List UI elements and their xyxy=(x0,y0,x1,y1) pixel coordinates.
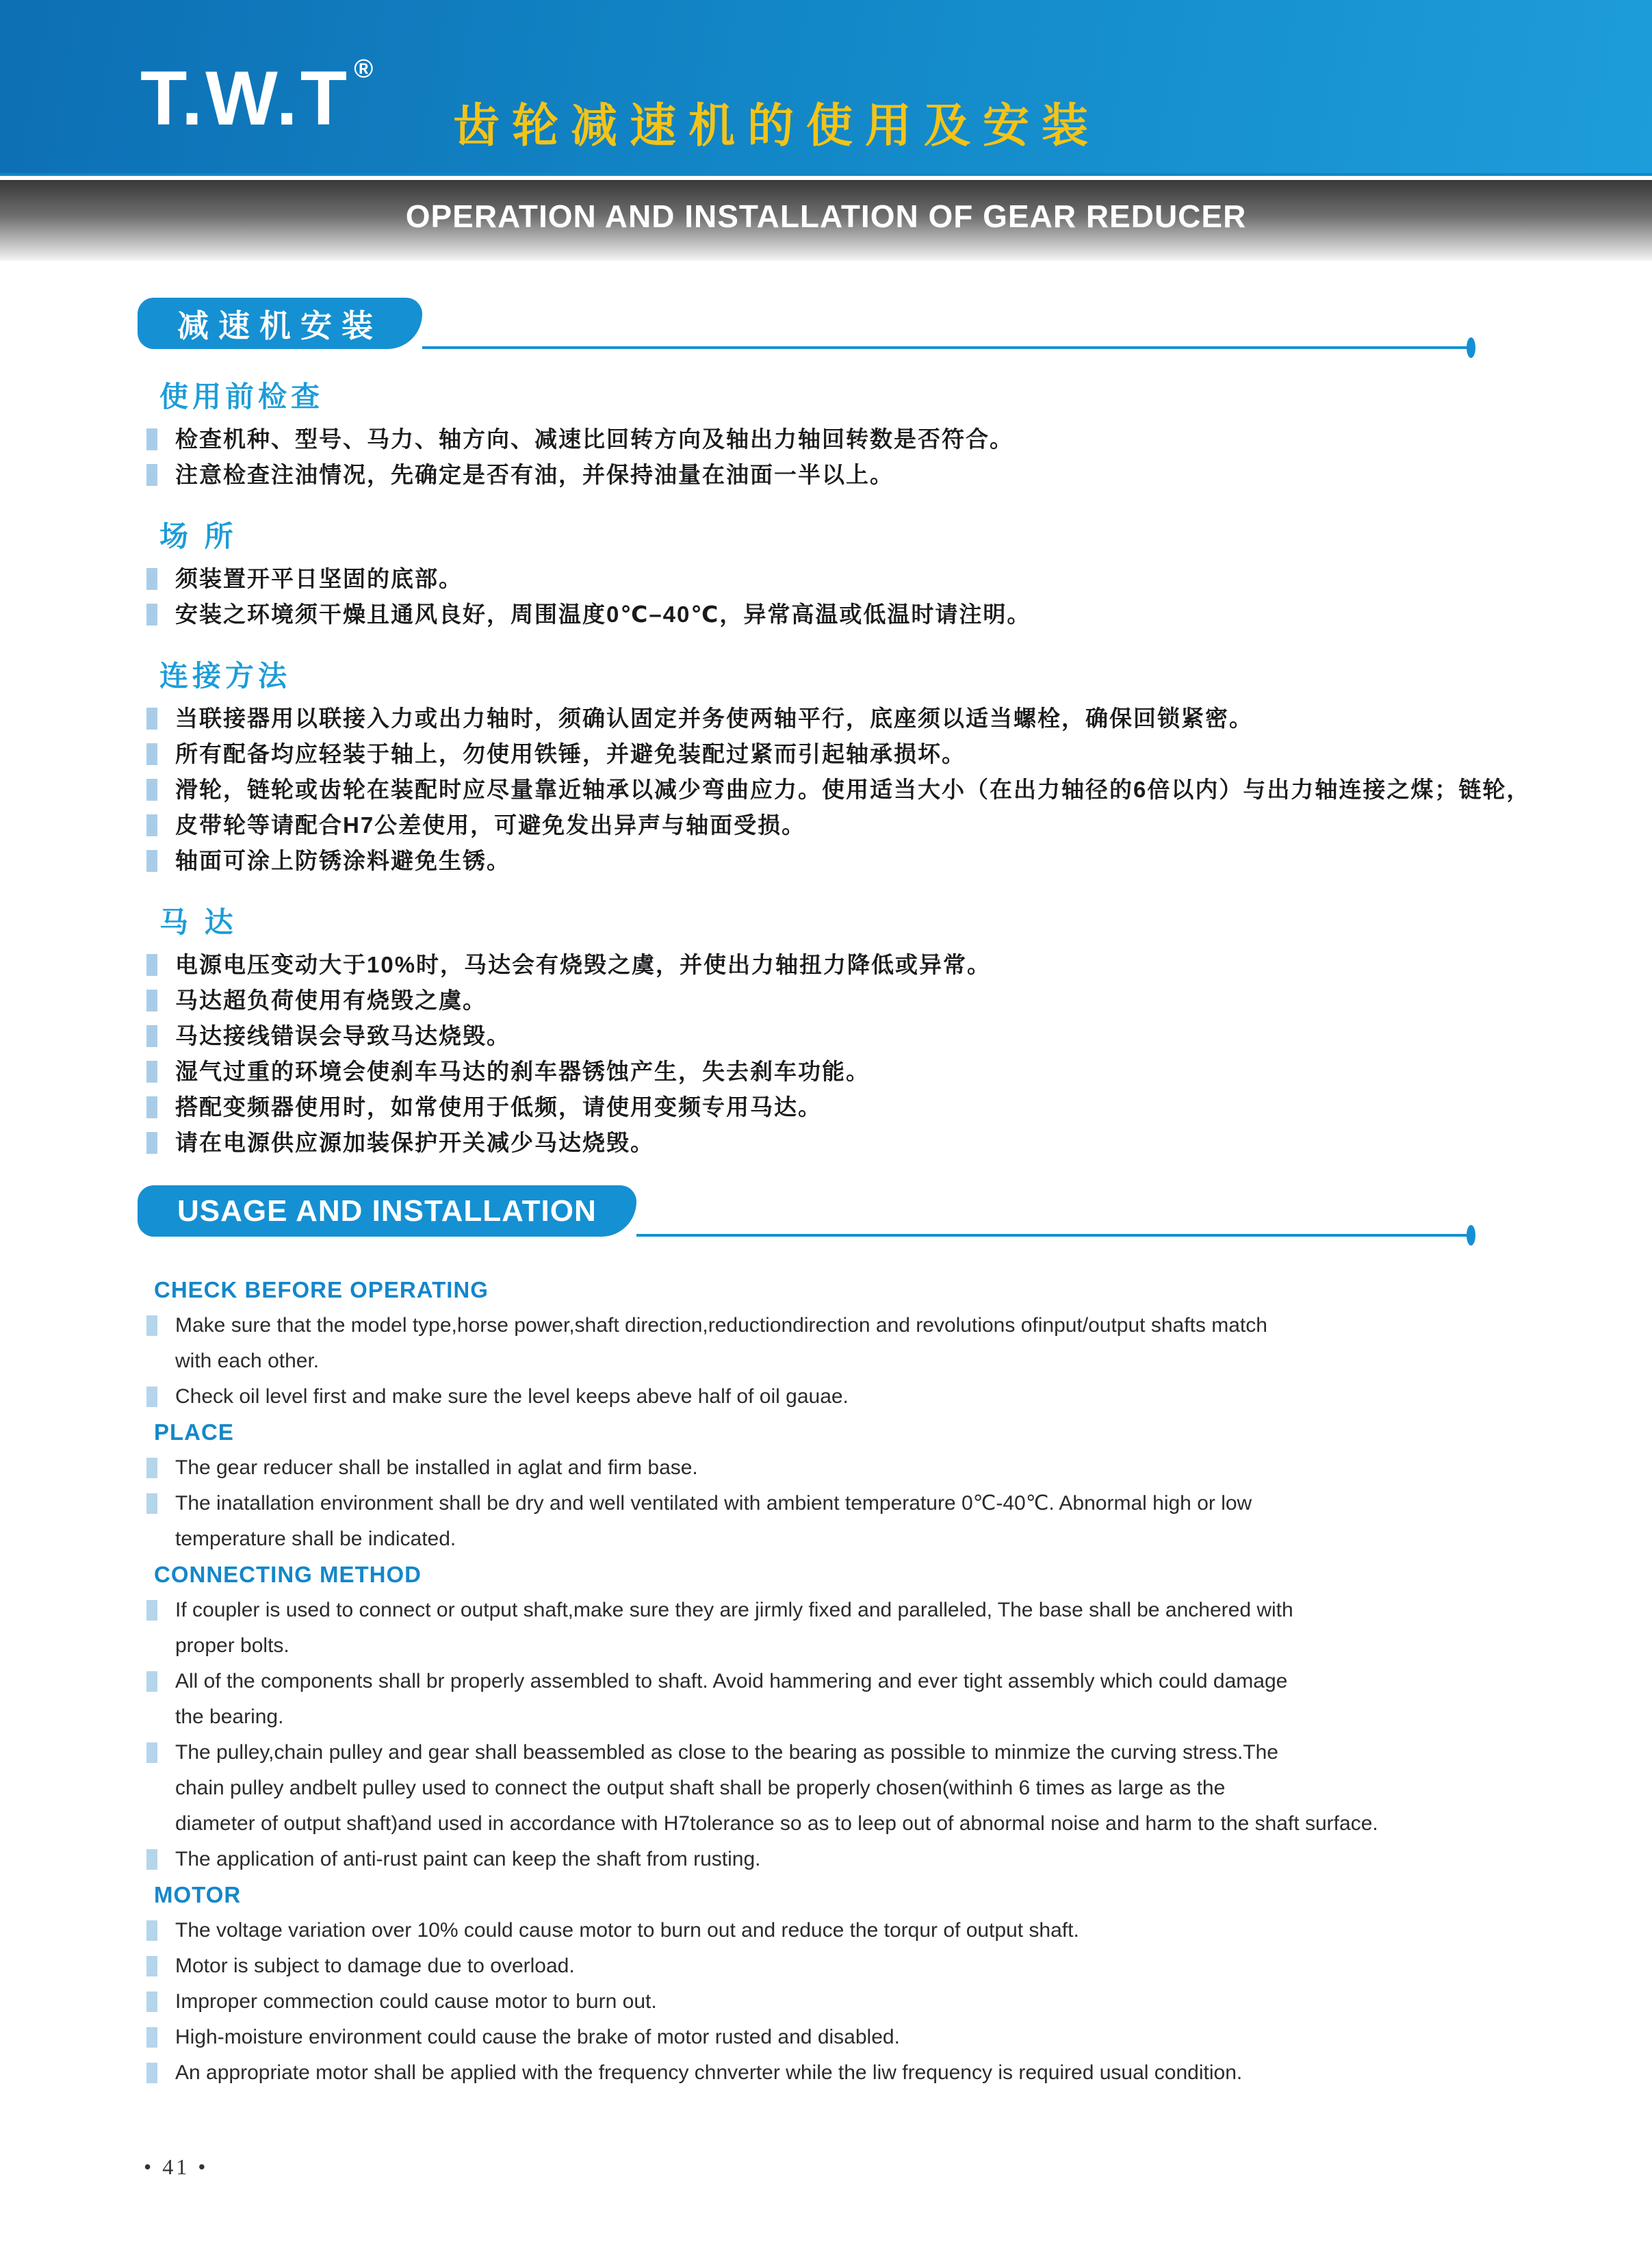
bullet-text: with each other. xyxy=(175,1350,320,1372)
bullet-line xyxy=(146,740,1652,768)
subsection-heading: CONNECTING METHOD xyxy=(154,1562,422,1587)
bullet-text: 电源电压变动大于10%时，马达会有烧毁之虞，并使出力轴扭力降低或异常。 xyxy=(175,952,992,977)
bullet-line xyxy=(146,1984,1652,2020)
section-cn xyxy=(0,298,1652,1157)
bullet-text: 检查机种、型号、马力、轴方向、减速比回转方向及轴出力轴回转数是否符合。 xyxy=(175,426,1014,452)
bullet-marker xyxy=(146,1387,157,1407)
bullet-marker xyxy=(146,1671,157,1692)
bullet-marker xyxy=(146,2027,157,2048)
page-title-en: OPERATION AND INSTALLATION OF GEAR REDUCER xyxy=(405,198,1247,234)
bullet-marker xyxy=(146,2063,157,2083)
bullet-marker xyxy=(146,1061,157,1083)
bullet-marker xyxy=(146,1920,157,1941)
bullet-text: temperature shall be indicated. xyxy=(175,1528,456,1550)
subsection-heading: 连接方法 xyxy=(159,660,292,692)
bullet-text: Make sure that the model type,horse power,shaft direction,reductiondirection and revolutions ofinput/output shafts match xyxy=(175,1314,1267,1337)
bullet-text: 当联接器用以联接入力或出力轴时，须确认固定并务使两轴平行，底座须以适当螺栓，确保回锁紧密。 xyxy=(175,706,1253,731)
bullet-marker xyxy=(146,1132,157,1154)
bullet-text: 轴面可涂上防锈涂料避免生锈。 xyxy=(175,848,511,873)
bullet-item xyxy=(146,1379,1652,1415)
bullet-line xyxy=(146,1948,1652,1984)
bullet-text: diameter of output shaft)and used in accordance with H7tolerance so as to leep out of abnormal noise and harm to the shaft surface. xyxy=(175,1812,1378,1835)
bullet-marker xyxy=(146,990,157,1011)
bullet-marker xyxy=(146,954,157,976)
bullet-line xyxy=(146,1308,1652,1343)
subtitle-bar xyxy=(0,180,1652,261)
subsection-heading: CHECK BEFORE OPERATING xyxy=(154,1277,489,1302)
registered-trademark-icon: ® xyxy=(354,55,376,83)
bullet-text: The pulley,chain pulley and gear shall beassembled as close to the bearing as possible to minmize the curving stress.The xyxy=(175,1741,1278,1764)
bullet-marker xyxy=(146,850,157,872)
bullet-text: All of the components shall br properly assembled to shaft. Avoid hammering and ever tight assembly which could damage xyxy=(175,1670,1288,1692)
bullet-continuation-line xyxy=(146,1770,1652,1806)
bullet-line xyxy=(146,847,1652,875)
bullet-item xyxy=(146,461,1652,489)
bullet-item xyxy=(146,426,1652,453)
bullet-text: 须装置开平日坚固的底部。 xyxy=(175,566,463,591)
bullet-line xyxy=(146,1450,1652,1486)
section-tab: USAGE AND INSTALLATION xyxy=(138,1185,636,1237)
bullet-line xyxy=(146,601,1652,628)
bullet-item xyxy=(146,776,1652,803)
bullet-line xyxy=(146,1379,1652,1415)
bullet-item xyxy=(146,1593,1652,1664)
bullet-continuation-line xyxy=(146,1699,1652,1735)
bullet-item xyxy=(146,740,1652,768)
section-tab: 减速机安装 xyxy=(138,298,422,349)
bullet-marker xyxy=(146,743,157,765)
bullet-text: Improper commection could cause motor to burn out. xyxy=(175,1990,657,2013)
bullet-line xyxy=(146,461,1652,489)
bullet-text: 请在电源供应源加装保护开关减少马达烧毁。 xyxy=(175,1130,654,1155)
bullet-line xyxy=(146,1022,1652,1050)
bullet-marker xyxy=(146,1849,157,1870)
bullet-line xyxy=(146,1913,1652,1948)
bullet-line xyxy=(146,426,1652,453)
bullet-text: The gear reducer shall be installed in aglat and firm base. xyxy=(175,1456,698,1479)
bullet-marker xyxy=(146,1742,157,1763)
section-rule-end-dot xyxy=(1467,337,1475,358)
bullet-marker xyxy=(146,1493,157,1514)
bullet-continuation-line xyxy=(146,1343,1652,1379)
bullet-item xyxy=(146,951,1652,979)
header-banner xyxy=(0,0,1652,176)
bullet-item xyxy=(146,565,1652,593)
page-footer xyxy=(144,2154,208,2180)
bullet-line xyxy=(146,2055,1652,2091)
bullet-item xyxy=(146,1129,1652,1157)
page-number: • 41 • xyxy=(144,2154,209,2179)
bullet-item xyxy=(146,987,1652,1014)
bullet-line xyxy=(146,1842,1652,1877)
bullet-marker xyxy=(146,568,157,590)
bullet-marker xyxy=(146,428,157,450)
bullet-line xyxy=(146,1593,1652,1628)
bullet-item xyxy=(146,705,1652,732)
bullet-item xyxy=(146,1948,1652,1984)
bullet-line xyxy=(146,1735,1652,1770)
bullet-marker xyxy=(146,464,157,486)
bullet-text: 马达接线错误会导致马达烧毁。 xyxy=(175,1023,511,1048)
bullet-item xyxy=(146,601,1652,628)
bullet-text: If coupler is used to connect or output shaft,make sure they are jirmly fixed and paralleled, The base shall be anchered with xyxy=(175,1599,1293,1621)
bullet-item xyxy=(146,1984,1652,2020)
bullet-line xyxy=(146,1129,1652,1157)
bullet-marker xyxy=(146,1025,157,1047)
bullet-marker xyxy=(146,604,157,626)
bullet-item xyxy=(146,1022,1652,1050)
bullet-line xyxy=(146,565,1652,593)
page-title-cn: 齿轮减速机的使用及安装 xyxy=(453,100,1101,152)
bullet-text: 马达超负荷使用有烧毁之虞。 xyxy=(175,988,487,1013)
bullet-marker xyxy=(146,1956,157,1976)
bullet-text: 注意检查注油情况，先确定是否有油，并保持油量在油面一半以上。 xyxy=(175,462,894,487)
bullet-text: chain pulley andbelt pulley used to connect the output shaft shall be properly chosen(withinh 6 times as large as the xyxy=(175,1777,1226,1799)
subsection-heading: 使用前检查 xyxy=(159,381,324,413)
bullet-item xyxy=(146,1308,1652,1379)
bullet-item xyxy=(146,1094,1652,1121)
bullet-continuation-line xyxy=(146,1628,1652,1664)
bullet-line xyxy=(146,705,1652,732)
bullet-item xyxy=(146,847,1652,875)
bullet-marker xyxy=(146,1992,157,2012)
bullet-text: The inatallation environment shall be dry and well ventilated with ambient temperature 0℃-40℃. Abnormal high or low xyxy=(175,1492,1252,1515)
subsection-heading: MOTOR xyxy=(154,1882,242,1907)
brand-logo xyxy=(140,55,376,141)
bullet-item xyxy=(146,1913,1652,1948)
section-header-bar xyxy=(138,1185,1475,1237)
subsection-heading: 马 达 xyxy=(159,906,237,938)
bullet-line xyxy=(146,1486,1652,1521)
bullet-item xyxy=(146,2055,1652,2091)
bullet-marker xyxy=(146,1600,157,1621)
bullet-text: 皮带轮等请配合H7公差使用，可避免发出异声与轴面受损。 xyxy=(175,812,806,838)
subsection-heading: 场 所 xyxy=(159,520,237,552)
bullet-marker xyxy=(146,1096,157,1118)
bullet-text: Check oil level first and make sure the level keeps abeve half of oil gauae. xyxy=(175,1385,849,1408)
bullet-item xyxy=(146,1486,1652,1557)
bullet-text: 滑轮，链轮或齿轮在装配时应尽量靠近轴承以减少弯曲应力。使用适当大小（在出力轴径的6倍以内）与出力轴连接之煤；链轮， xyxy=(175,777,1531,802)
bullet-line xyxy=(146,1664,1652,1699)
bullet-text: 安装之环境须干燥且通风良好，周围温度0℃–40℃，异常高温或低温时请注明。 xyxy=(175,602,1031,627)
bullet-line xyxy=(146,951,1652,979)
bullet-line xyxy=(146,776,1652,803)
bullet-line xyxy=(146,1058,1652,1085)
bullet-marker xyxy=(146,814,157,836)
bullet-text: High-moisture environment could cause the brake of motor rusted and disabled. xyxy=(175,2026,900,2048)
bullet-text: 搭配变频器使用时，如常使用于低频，请使用变频专用马达。 xyxy=(175,1094,822,1120)
bullet-text: An appropriate motor shall be applied with the frequency chnverter while the liw frequency is required usual condition. xyxy=(175,2061,1243,2084)
section-header-bar xyxy=(138,298,1475,349)
bullet-marker xyxy=(146,708,157,730)
bullet-text: 湿气过重的环境会使刹车马达的刹车器锈蚀产生，失去刹车功能。 xyxy=(175,1059,870,1084)
bullet-item xyxy=(146,1450,1652,1486)
bullet-line xyxy=(146,812,1652,839)
section-rule-end-dot xyxy=(1467,1225,1475,1246)
bullet-continuation-line xyxy=(146,1806,1652,1842)
bullet-item xyxy=(146,1664,1652,1735)
bullet-text: The voltage variation over 10% could cause motor to burn out and reduce the torqur of output shaft. xyxy=(175,1919,1079,1942)
brand-logo-text: T.W.T xyxy=(140,55,350,141)
bullet-marker xyxy=(146,1458,157,1478)
bullet-text: The application of anti-rust paint can keep the shaft from rusting. xyxy=(175,1848,761,1870)
bullet-continuation-line xyxy=(146,1521,1652,1557)
subsection-heading: PLACE xyxy=(154,1419,234,1445)
bullet-item xyxy=(146,812,1652,839)
bullet-text: 所有配备均应轻装于轴上，勿使用铁锤，并避免装配过紧而引起轴承损坏。 xyxy=(175,741,966,766)
content-area xyxy=(0,260,1652,2091)
bullet-item xyxy=(146,1058,1652,1085)
bullet-item xyxy=(146,1842,1652,1877)
bullet-line xyxy=(146,987,1652,1014)
bullet-line xyxy=(146,2020,1652,2055)
bullet-marker xyxy=(146,779,157,801)
section-rule-line xyxy=(636,1234,1467,1237)
bullet-text: the bearing. xyxy=(175,1705,284,1728)
bullet-text: proper bolts. xyxy=(175,1634,289,1657)
section-rule-line xyxy=(422,346,1467,349)
bullet-text: Motor is subject to damage due to overload. xyxy=(175,1955,575,1977)
bullet-item xyxy=(146,1735,1652,1842)
bullet-item xyxy=(146,2020,1652,2055)
bullet-marker xyxy=(146,1315,157,1336)
section-en xyxy=(0,1185,1652,2091)
bullet-line xyxy=(146,1094,1652,1121)
